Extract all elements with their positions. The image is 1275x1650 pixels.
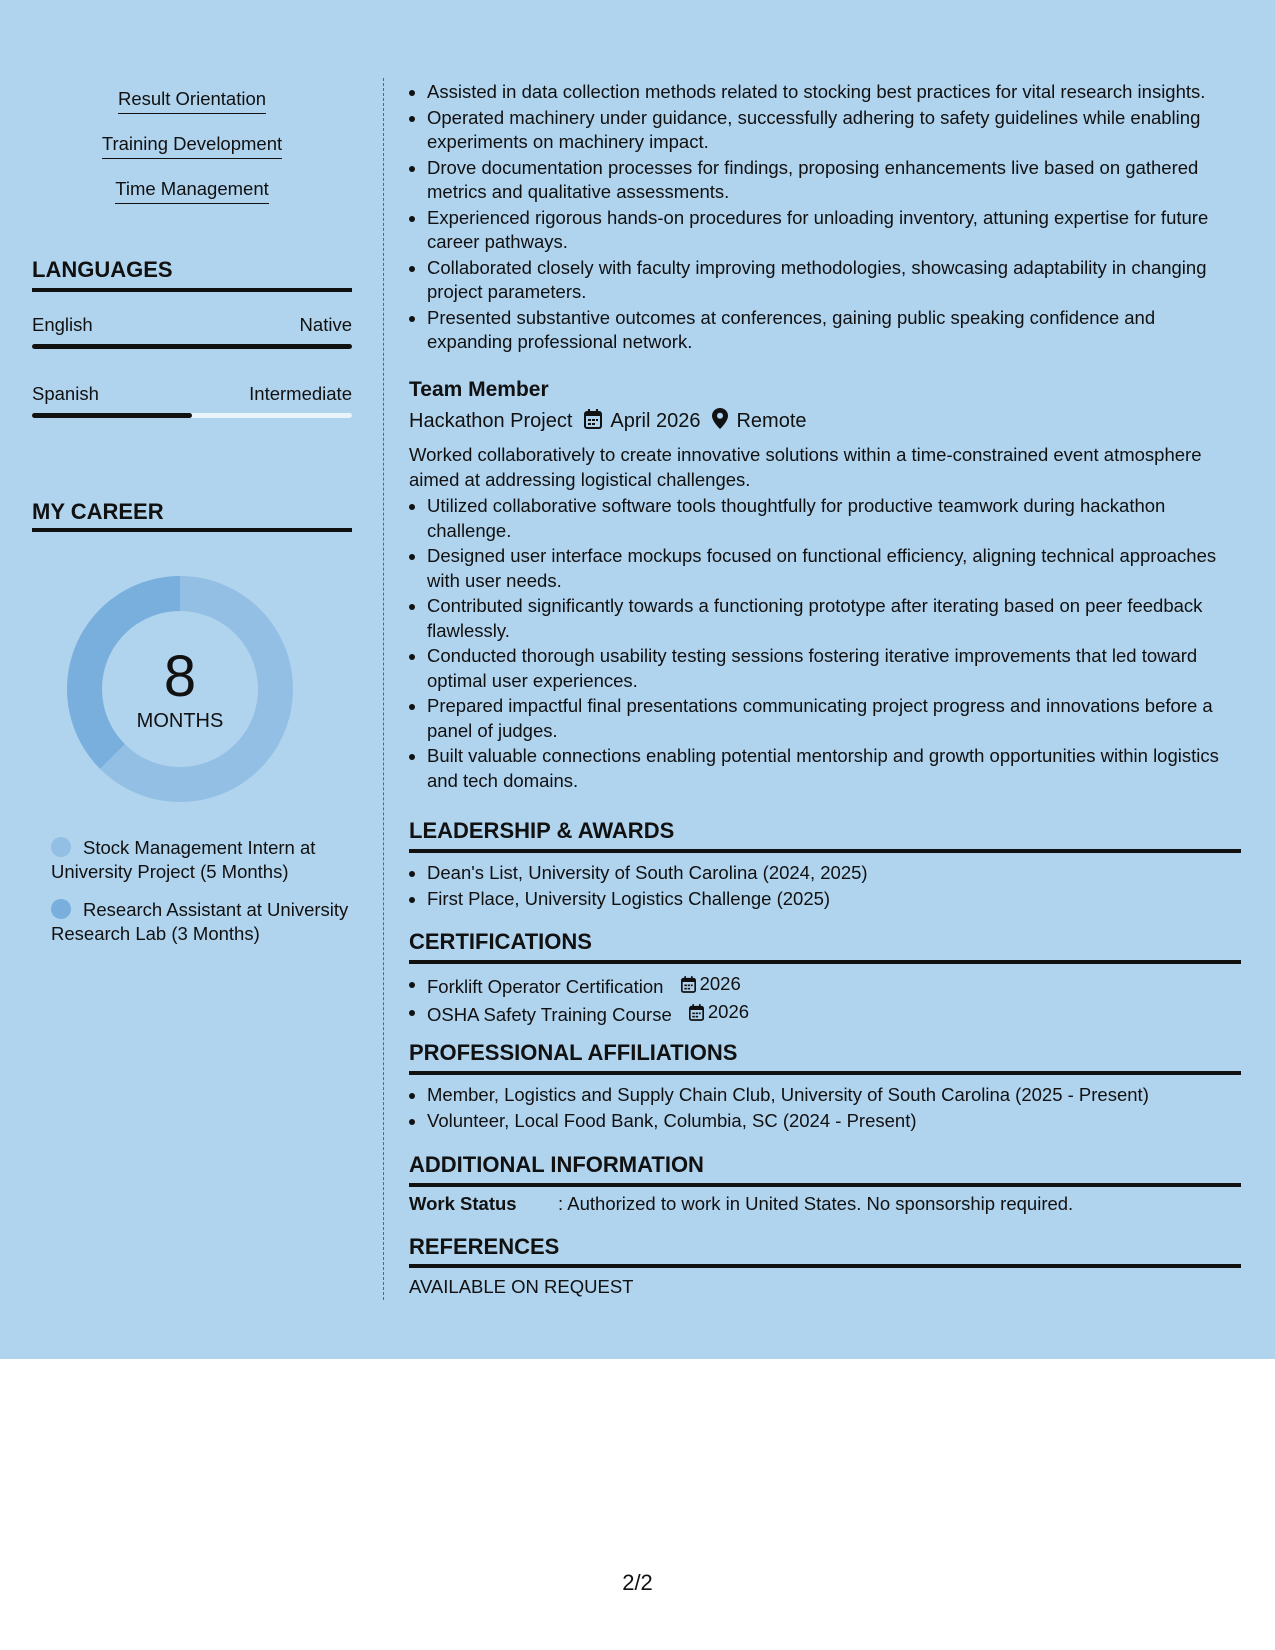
- job-date: April 2026: [610, 410, 701, 432]
- list-item: Presented substantive outcomes at conferences, gaining public speaking confidence and expanding professional network.: [409, 306, 1241, 355]
- section-rule: [32, 528, 352, 532]
- list-item: Utilized collaborative software tools thoughtfully for productive teamwork during hackathon challenge.: [409, 494, 1241, 543]
- list-item: Conducted thorough usability testing sessions fostering iterative improvements that led toward optimal user experiences.: [409, 644, 1241, 693]
- list-item: First Place, University Logistics Challenge (2025): [409, 887, 1241, 912]
- work-status-value: : Authorized to work in United States. No sponsorship required.: [558, 1193, 1074, 1214]
- certification-item: [409, 1000, 1241, 1027]
- career-total-months: 8: [163, 644, 197, 709]
- certification-item: [409, 972, 1241, 999]
- list-item: Built valuable connections enabling potential mentorship and growth opportunities within logistics and tech domains.: [409, 744, 1241, 793]
- language-name: Spanish: [32, 383, 99, 404]
- job-title: Team Member: [409, 378, 549, 401]
- legend-dot: [51, 899, 71, 919]
- column-divider: [383, 78, 384, 1300]
- previous-role-bullets: [409, 80, 1241, 356]
- language-name: English: [32, 314, 93, 335]
- page-number: 2/2: [622, 1570, 653, 1595]
- certifications-heading: CERTIFICATIONS: [409, 929, 592, 954]
- affiliations-heading: PROFESSIONAL AFFILIATIONS: [409, 1040, 738, 1065]
- calendar-icon: [689, 1004, 704, 1021]
- section-rule: [409, 849, 1241, 853]
- location-pin-icon: [712, 408, 728, 435]
- list-item: Drove documentation processes for findings, proposing enhancements live based on gathered metrics and qualitative assessments.: [409, 156, 1241, 205]
- skill-item: Result Orientation: [32, 88, 352, 114]
- leadership-heading: LEADERSHIP & AWARDS: [409, 818, 675, 843]
- legend-dot: [51, 837, 71, 857]
- donut-center: [67, 576, 293, 802]
- list-item: Collaborated closely with faculty improving methodologies, showcasing adaptability in changing project parameters.: [409, 256, 1241, 305]
- languages-heading: LANGUAGES: [32, 257, 173, 282]
- list-item: Experienced rigorous hands-on procedures for unloading inventory, attuning expertise for future career pathways.: [409, 206, 1241, 255]
- language-proficiency-bar: [32, 413, 352, 418]
- career-heading: MY CAREER: [32, 499, 164, 524]
- language-proficiency-fill: [32, 413, 192, 418]
- certifications-list: [409, 972, 1241, 1029]
- language-proficiency-bar: [32, 344, 352, 349]
- affiliations-list: [409, 1083, 1241, 1134]
- leadership-list: [409, 861, 1241, 912]
- job-location: Remote: [736, 410, 807, 432]
- list-item: Volunteer, Local Food Bank, Columbia, SC (2024 - Present): [409, 1109, 1241, 1134]
- section-rule: [409, 1183, 1241, 1187]
- career-legend-item: Stock Management Intern at University Project (5 Months): [51, 837, 316, 882]
- language-level: Native: [299, 314, 352, 335]
- language-proficiency-fill: [32, 344, 352, 349]
- job-organization: Hackathon Project: [409, 410, 573, 432]
- references-text: AVAILABLE ON REQUEST: [409, 1276, 634, 1297]
- career-legend-item: Research Assistant at University Research Lab (3 Months): [51, 899, 349, 944]
- job-bullets: [409, 494, 1241, 794]
- skill-item: Time Management: [32, 178, 352, 204]
- section-rule: [409, 960, 1241, 964]
- additional-info-heading: ADDITIONAL INFORMATION: [409, 1152, 704, 1177]
- job-description: Worked collaboratively to create innovative solutions within a time-constrained event atmosphere aimed at addressing logistical challenges.: [409, 444, 1202, 490]
- section-rule: [409, 1071, 1241, 1075]
- language-row: [32, 383, 352, 405]
- certification-date: 2026: [681, 972, 741, 997]
- certification-name: OSHA Safety Training Course: [427, 1004, 672, 1025]
- list-item: Prepared impactful final presentations communicating project progress and innovations before a panel of judges.: [409, 694, 1241, 743]
- list-item: Operated machinery under guidance, successfully adhering to safety guidelines while enabling experiments on machinery impact.: [409, 106, 1241, 155]
- section-rule: [32, 288, 352, 292]
- language-row: [32, 314, 352, 336]
- list-item: Contributed significantly towards a functioning prototype after iterating based on peer feedback flawlessly.: [409, 594, 1241, 643]
- career-total-unit: MONTHS: [136, 710, 224, 732]
- job-meta: [409, 408, 807, 435]
- references-heading: REFERENCES: [409, 1234, 560, 1259]
- list-item: Dean's List, University of South Carolina (2024, 2025): [409, 861, 1241, 886]
- list-item: Member, Logistics and Supply Chain Club, University of South Carolina (2025 - Present): [409, 1083, 1241, 1108]
- calendar-icon: [584, 409, 602, 435]
- work-status-row: [409, 1193, 1073, 1215]
- language-level: Intermediate: [249, 383, 352, 404]
- list-item: Designed user interface mockups focused on functional efficiency, aligning technical approaches with user needs.: [409, 544, 1241, 593]
- calendar-icon: [681, 976, 696, 993]
- skill-item: Training Development: [32, 133, 352, 159]
- certification-name: Forklift Operator Certification: [427, 975, 664, 997]
- certification-date: 2026: [689, 1000, 749, 1025]
- list-item: Assisted in data collection methods related to stocking best practices for vital research insights.: [409, 80, 1241, 105]
- work-status-label: Work Status: [409, 1193, 517, 1214]
- section-rule: [409, 1264, 1241, 1268]
